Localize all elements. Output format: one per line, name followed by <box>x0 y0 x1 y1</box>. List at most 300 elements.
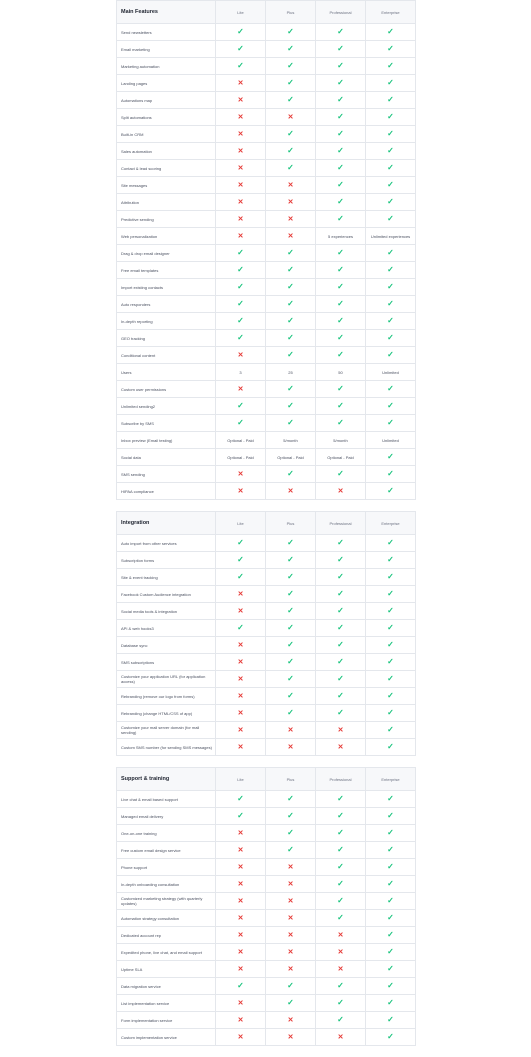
cross-icon: ✕ <box>237 641 244 649</box>
plan-header-professional: Professional <box>316 768 366 791</box>
cross-icon: ✕ <box>237 726 244 734</box>
plan-cell-plus <box>266 449 316 466</box>
check-icon: ✓ <box>287 418 294 427</box>
plan-cell-lite <box>216 347 266 364</box>
plan-cell-plus <box>266 825 316 842</box>
check-icon: ✓ <box>387 572 394 581</box>
plan-cell-professional <box>316 705 366 722</box>
check-icon: ✓ <box>337 845 344 854</box>
check-icon: ✓ <box>337 794 344 803</box>
table-row <box>117 432 416 449</box>
check-icon: ✓ <box>337 418 344 427</box>
plan-cell-lite <box>216 262 266 279</box>
plan-cell-professional <box>316 569 366 586</box>
plan-cell-lite <box>216 978 266 995</box>
plan-cell-professional <box>316 279 366 296</box>
check-icon: ✓ <box>337 981 344 990</box>
plan-cell-plus <box>266 961 316 978</box>
table-row <box>117 688 416 705</box>
check-icon: ✓ <box>387 828 394 837</box>
plan-cell-enterprise <box>366 603 416 620</box>
plan-cell-lite <box>216 961 266 978</box>
plan-cell-lite <box>216 586 266 603</box>
check-icon: ✓ <box>287 998 294 1007</box>
check-icon: ✓ <box>337 95 344 104</box>
plan-cell-lite <box>216 279 266 296</box>
table-row <box>117 944 416 961</box>
feature-name: Custom SMS number (for sending SMS messages) <box>117 739 216 756</box>
table-header-row <box>117 768 416 791</box>
check-icon: ✓ <box>287 384 294 393</box>
cross-icon: ✕ <box>237 658 244 666</box>
plan-cell-lite <box>216 910 266 927</box>
check-icon: ✓ <box>337 197 344 206</box>
check-icon: ✓ <box>237 282 244 291</box>
check-icon: ✓ <box>337 572 344 581</box>
feature-name: Marketing automation <box>117 58 216 75</box>
check-icon: ✓ <box>337 265 344 274</box>
check-icon: ✓ <box>287 572 294 581</box>
cross-icon: ✕ <box>287 863 294 871</box>
check-icon: ✓ <box>287 95 294 104</box>
table-row <box>117 637 416 654</box>
plan-cell-professional <box>316 126 366 143</box>
cross-icon: ✕ <box>287 897 294 905</box>
plan-cell-professional <box>316 927 366 944</box>
plan-cell-enterprise <box>366 722 416 739</box>
cross-icon: ✕ <box>237 914 244 922</box>
plan-cell-plus <box>266 842 316 859</box>
cross-icon: ✕ <box>337 931 344 939</box>
cell-text: 25 <box>288 369 293 375</box>
plan-cell-lite <box>216 620 266 637</box>
plan-cell-enterprise <box>366 313 416 330</box>
check-icon: ✓ <box>287 44 294 53</box>
section-title: Main Features <box>117 1 216 24</box>
table-row <box>117 739 416 756</box>
cross-icon: ✕ <box>237 863 244 871</box>
check-icon: ✓ <box>337 896 344 905</box>
plan-cell-lite <box>216 75 266 92</box>
check-icon: ✓ <box>337 129 344 138</box>
plan-header-plus: Plus <box>266 768 316 791</box>
cross-icon: ✕ <box>237 198 244 206</box>
check-icon: ✓ <box>387 1015 394 1024</box>
feature-name: Conditional content <box>117 347 216 364</box>
table-row <box>117 825 416 842</box>
plan-cell-lite <box>216 381 266 398</box>
check-icon: ✓ <box>387 112 394 121</box>
plan-cell-plus <box>266 364 316 381</box>
table-row <box>117 995 416 1012</box>
table-row <box>117 109 416 126</box>
plan-header-enterprise: Enterprise <box>366 1 416 24</box>
feature-name: Facebook Custom Audience integration <box>117 586 216 603</box>
plan-cell-professional <box>316 671 366 688</box>
plan-cell-professional <box>316 483 366 500</box>
check-icon: ✓ <box>287 981 294 990</box>
check-icon: ✓ <box>387 623 394 632</box>
plan-cell-lite <box>216 398 266 415</box>
plan-cell-professional <box>316 654 366 671</box>
table-row <box>117 381 416 398</box>
cross-icon: ✕ <box>237 931 244 939</box>
plan-cell-professional <box>316 722 366 739</box>
cross-icon: ✕ <box>287 931 294 939</box>
check-icon: ✓ <box>387 998 394 1007</box>
check-icon: ✓ <box>387 282 394 291</box>
section-title: Integration <box>117 512 216 535</box>
feature-name: Auto import from other services <box>117 535 216 552</box>
check-icon: ✓ <box>287 589 294 598</box>
check-icon: ✓ <box>287 640 294 649</box>
plan-cell-enterprise <box>366 75 416 92</box>
plan-cell-lite <box>216 1012 266 1029</box>
plan-cell-enterprise <box>366 415 416 432</box>
section-title: Support & training <box>117 768 216 791</box>
plan-cell-enterprise <box>366 41 416 58</box>
plan-cell-lite <box>216 245 266 262</box>
check-icon: ✓ <box>387 163 394 172</box>
check-icon: ✓ <box>387 913 394 922</box>
check-icon: ✓ <box>237 248 244 257</box>
plan-cell-plus <box>266 569 316 586</box>
cross-icon: ✕ <box>237 607 244 615</box>
feature-name: Social data <box>117 449 216 466</box>
check-icon: ✓ <box>337 640 344 649</box>
plan-cell-professional <box>316 432 366 449</box>
plan-cell-plus <box>266 330 316 347</box>
check-icon: ✓ <box>337 623 344 632</box>
plan-cell-enterprise <box>366 910 416 927</box>
check-icon: ✓ <box>387 265 394 274</box>
check-icon: ✓ <box>387 316 394 325</box>
table-row <box>117 313 416 330</box>
plan-cell-enterprise <box>366 535 416 552</box>
plan-cell-plus <box>266 92 316 109</box>
plan-cell-plus <box>266 637 316 654</box>
plan-cell-plus <box>266 415 316 432</box>
plan-cell-enterprise <box>366 739 416 756</box>
plan-cell-enterprise <box>366 126 416 143</box>
plan-cell-enterprise <box>366 586 416 603</box>
table-row <box>117 211 416 228</box>
plan-cell-plus <box>266 466 316 483</box>
table-row <box>117 58 416 75</box>
plan-cell-professional <box>316 739 366 756</box>
feature-name: In-depth reporting <box>117 313 216 330</box>
table-row <box>117 24 416 41</box>
plan-cell-plus <box>266 194 316 211</box>
plan-cell-lite <box>216 194 266 211</box>
plan-cell-lite <box>216 109 266 126</box>
check-icon: ✓ <box>237 44 244 53</box>
feature-name: Customize your mail server domain (for mail sending) <box>117 722 216 739</box>
plan-header-enterprise: Enterprise <box>366 768 416 791</box>
cross-icon: ✕ <box>287 726 294 734</box>
check-icon: ✓ <box>337 401 344 410</box>
check-icon: ✓ <box>237 811 244 820</box>
feature-name: Dedicated account rep <box>117 927 216 944</box>
plan-cell-enterprise <box>366 654 416 671</box>
cross-icon: ✕ <box>287 487 294 495</box>
table-row <box>117 245 416 262</box>
feature-name: Rebranding (remove our logo from forms) <box>117 688 216 705</box>
plan-cell-enterprise <box>366 347 416 364</box>
check-icon: ✓ <box>387 589 394 598</box>
check-icon: ✓ <box>287 248 294 257</box>
check-icon: ✓ <box>337 78 344 87</box>
plan-cell-lite <box>216 177 266 194</box>
check-icon: ✓ <box>287 78 294 87</box>
plan-cell-professional <box>316 995 366 1012</box>
plan-cell-professional <box>316 910 366 927</box>
plan-cell-lite <box>216 859 266 876</box>
feature-name: Database sync <box>117 637 216 654</box>
plan-cell-lite <box>216 739 266 756</box>
feature-name: Data migration service <box>117 978 216 995</box>
cross-icon: ✕ <box>237 147 244 155</box>
check-icon: ✓ <box>237 418 244 427</box>
cross-icon: ✕ <box>237 79 244 87</box>
cross-icon: ✕ <box>237 948 244 956</box>
check-icon: ✓ <box>337 555 344 564</box>
feature-name: In-depth onboarding consultation <box>117 876 216 893</box>
check-icon: ✓ <box>337 589 344 598</box>
plan-cell-lite <box>216 569 266 586</box>
table-row <box>117 296 416 313</box>
check-icon: ✓ <box>287 708 294 717</box>
check-icon: ✓ <box>287 469 294 478</box>
check-icon: ✓ <box>387 981 394 990</box>
check-icon: ✓ <box>387 606 394 615</box>
plan-cell-lite <box>216 705 266 722</box>
check-icon: ✓ <box>337 708 344 717</box>
table-row <box>117 75 416 92</box>
plan-header-lite: Lite <box>216 768 266 791</box>
table-row <box>117 92 416 109</box>
cross-icon: ✕ <box>337 965 344 973</box>
plan-cell-plus <box>266 739 316 756</box>
plan-cell-professional <box>316 552 366 569</box>
cross-icon: ✕ <box>237 215 244 223</box>
table-row <box>117 808 416 825</box>
plan-cell-enterprise <box>366 842 416 859</box>
cross-icon: ✕ <box>237 999 244 1007</box>
feature-name: Subscribe by SMS <box>117 415 216 432</box>
check-icon: ✓ <box>337 469 344 478</box>
plan-cell-professional <box>316 586 366 603</box>
check-icon: ✓ <box>287 555 294 564</box>
cross-icon: ✕ <box>287 1016 294 1024</box>
check-icon: ✓ <box>387 299 394 308</box>
plan-cell-professional <box>316 842 366 859</box>
plan-cell-plus <box>266 688 316 705</box>
feature-name: Custom user permissions <box>117 381 216 398</box>
plan-header-lite: Lite <box>216 1 266 24</box>
check-icon: ✓ <box>287 828 294 837</box>
feature-name: Uptime SLA <box>117 961 216 978</box>
feature-name: Customize your application URL (for application access) <box>117 671 216 688</box>
plan-cell-enterprise <box>366 859 416 876</box>
plan-cell-lite <box>216 126 266 143</box>
cross-icon: ✕ <box>237 487 244 495</box>
check-icon: ✓ <box>287 146 294 155</box>
check-icon: ✓ <box>387 180 394 189</box>
cross-icon: ✕ <box>287 232 294 240</box>
plan-cell-plus <box>266 535 316 552</box>
check-icon: ✓ <box>337 146 344 155</box>
cross-icon: ✕ <box>237 385 244 393</box>
comparison-table-integration <box>116 511 416 756</box>
feature-name: API & web hooks3 <box>117 620 216 637</box>
cross-icon: ✕ <box>337 948 344 956</box>
table-row <box>117 620 416 637</box>
plan-cell-plus <box>266 876 316 893</box>
cell-text: 50 <box>338 369 343 375</box>
check-icon: ✓ <box>337 1015 344 1024</box>
feature-name: Web personalization <box>117 228 216 245</box>
cross-icon: ✕ <box>237 96 244 104</box>
cross-icon: ✕ <box>237 709 244 717</box>
plan-header-lite: Lite <box>216 512 266 535</box>
plan-cell-enterprise <box>366 1012 416 1029</box>
check-icon: ✓ <box>287 61 294 70</box>
cross-icon: ✕ <box>237 181 244 189</box>
check-icon: ✓ <box>237 61 244 70</box>
feature-name: Sales automation <box>117 143 216 160</box>
table-row <box>117 705 416 722</box>
table-row <box>117 859 416 876</box>
plan-cell-plus <box>266 927 316 944</box>
plan-cell-plus <box>266 859 316 876</box>
cross-icon: ✕ <box>237 232 244 240</box>
plan-cell-professional <box>316 637 366 654</box>
check-icon: ✓ <box>237 794 244 803</box>
cross-icon: ✕ <box>237 164 244 172</box>
feature-name: Custom implementation service <box>117 1029 216 1046</box>
feature-name: GEO tracking <box>117 330 216 347</box>
plan-cell-enterprise <box>366 279 416 296</box>
table-row <box>117 415 416 432</box>
check-icon: ✓ <box>287 350 294 359</box>
table-row <box>117 347 416 364</box>
plan-cell-enterprise <box>366 245 416 262</box>
pricing-comparison <box>116 0 415 1057</box>
feature-name: Managed email delivery <box>117 808 216 825</box>
feature-name: SMS subscriptions <box>117 654 216 671</box>
plan-cell-lite <box>216 944 266 961</box>
plan-cell-plus <box>266 75 316 92</box>
plan-cell-professional <box>316 893 366 910</box>
plan-cell-lite <box>216 228 266 245</box>
plan-cell-plus <box>266 586 316 603</box>
table-row <box>117 876 416 893</box>
table-row <box>117 654 416 671</box>
plan-cell-lite <box>216 313 266 330</box>
plan-cell-enterprise <box>366 825 416 842</box>
table-row <box>117 961 416 978</box>
cross-icon: ✕ <box>237 113 244 121</box>
table-header-row <box>117 512 416 535</box>
table-row <box>117 466 416 483</box>
check-icon: ✓ <box>337 180 344 189</box>
table-row <box>117 1012 416 1029</box>
check-icon: ✓ <box>237 333 244 342</box>
plan-cell-enterprise <box>366 688 416 705</box>
feature-name: Unlimited sending2 <box>117 398 216 415</box>
plan-cell-professional <box>316 944 366 961</box>
feature-name: Rebranding (change HTML/CSS of app) <box>117 705 216 722</box>
feature-name: Expedited phone, live chat, and email support <box>117 944 216 961</box>
check-icon: ✓ <box>337 674 344 683</box>
plan-header-plus: Plus <box>266 512 316 535</box>
table-row <box>117 143 416 160</box>
table-row <box>117 364 416 381</box>
feature-name: Social media tools & integration <box>117 603 216 620</box>
plan-cell-plus <box>266 671 316 688</box>
feature-name: Automation strategy consultation <box>117 910 216 927</box>
table-row <box>117 398 416 415</box>
check-icon: ✓ <box>387 640 394 649</box>
check-icon: ✓ <box>387 44 394 53</box>
check-icon: ✓ <box>387 845 394 854</box>
plan-cell-plus <box>266 910 316 927</box>
check-icon: ✓ <box>287 606 294 615</box>
check-icon: ✓ <box>387 248 394 257</box>
plan-cell-plus <box>266 978 316 995</box>
plan-cell-professional <box>316 245 366 262</box>
plan-cell-enterprise <box>366 194 416 211</box>
check-icon: ✓ <box>337 61 344 70</box>
plan-cell-lite <box>216 995 266 1012</box>
check-icon: ✓ <box>337 828 344 837</box>
plan-cell-professional <box>316 347 366 364</box>
check-icon: ✓ <box>337 691 344 700</box>
check-icon: ✓ <box>337 384 344 393</box>
plan-cell-lite <box>216 92 266 109</box>
cell-text: 5 experiences <box>328 233 353 239</box>
cross-icon: ✕ <box>237 130 244 138</box>
feature-name: List implementation service <box>117 995 216 1012</box>
check-icon: ✓ <box>287 623 294 632</box>
plan-cell-lite <box>216 842 266 859</box>
check-icon: ✓ <box>337 112 344 121</box>
check-icon: ✓ <box>387 486 394 495</box>
check-icon: ✓ <box>387 129 394 138</box>
plan-cell-professional <box>316 364 366 381</box>
plan-cell-enterprise <box>366 364 416 381</box>
plan-cell-plus <box>266 893 316 910</box>
plan-cell-enterprise <box>366 637 416 654</box>
check-icon: ✓ <box>387 964 394 973</box>
check-icon: ✓ <box>237 555 244 564</box>
plan-cell-enterprise <box>366 296 416 313</box>
check-icon: ✓ <box>287 299 294 308</box>
check-icon: ✓ <box>387 742 394 751</box>
feature-name: Attribution <box>117 194 216 211</box>
cell-text: Unlimited <box>382 437 399 443</box>
cross-icon: ✕ <box>287 181 294 189</box>
cross-icon: ✕ <box>237 470 244 478</box>
plan-cell-professional <box>316 415 366 432</box>
check-icon: ✓ <box>237 538 244 547</box>
check-icon: ✓ <box>337 879 344 888</box>
check-icon: ✓ <box>387 674 394 683</box>
cross-icon: ✕ <box>287 965 294 973</box>
plan-cell-professional <box>316 228 366 245</box>
check-icon: ✓ <box>387 78 394 87</box>
